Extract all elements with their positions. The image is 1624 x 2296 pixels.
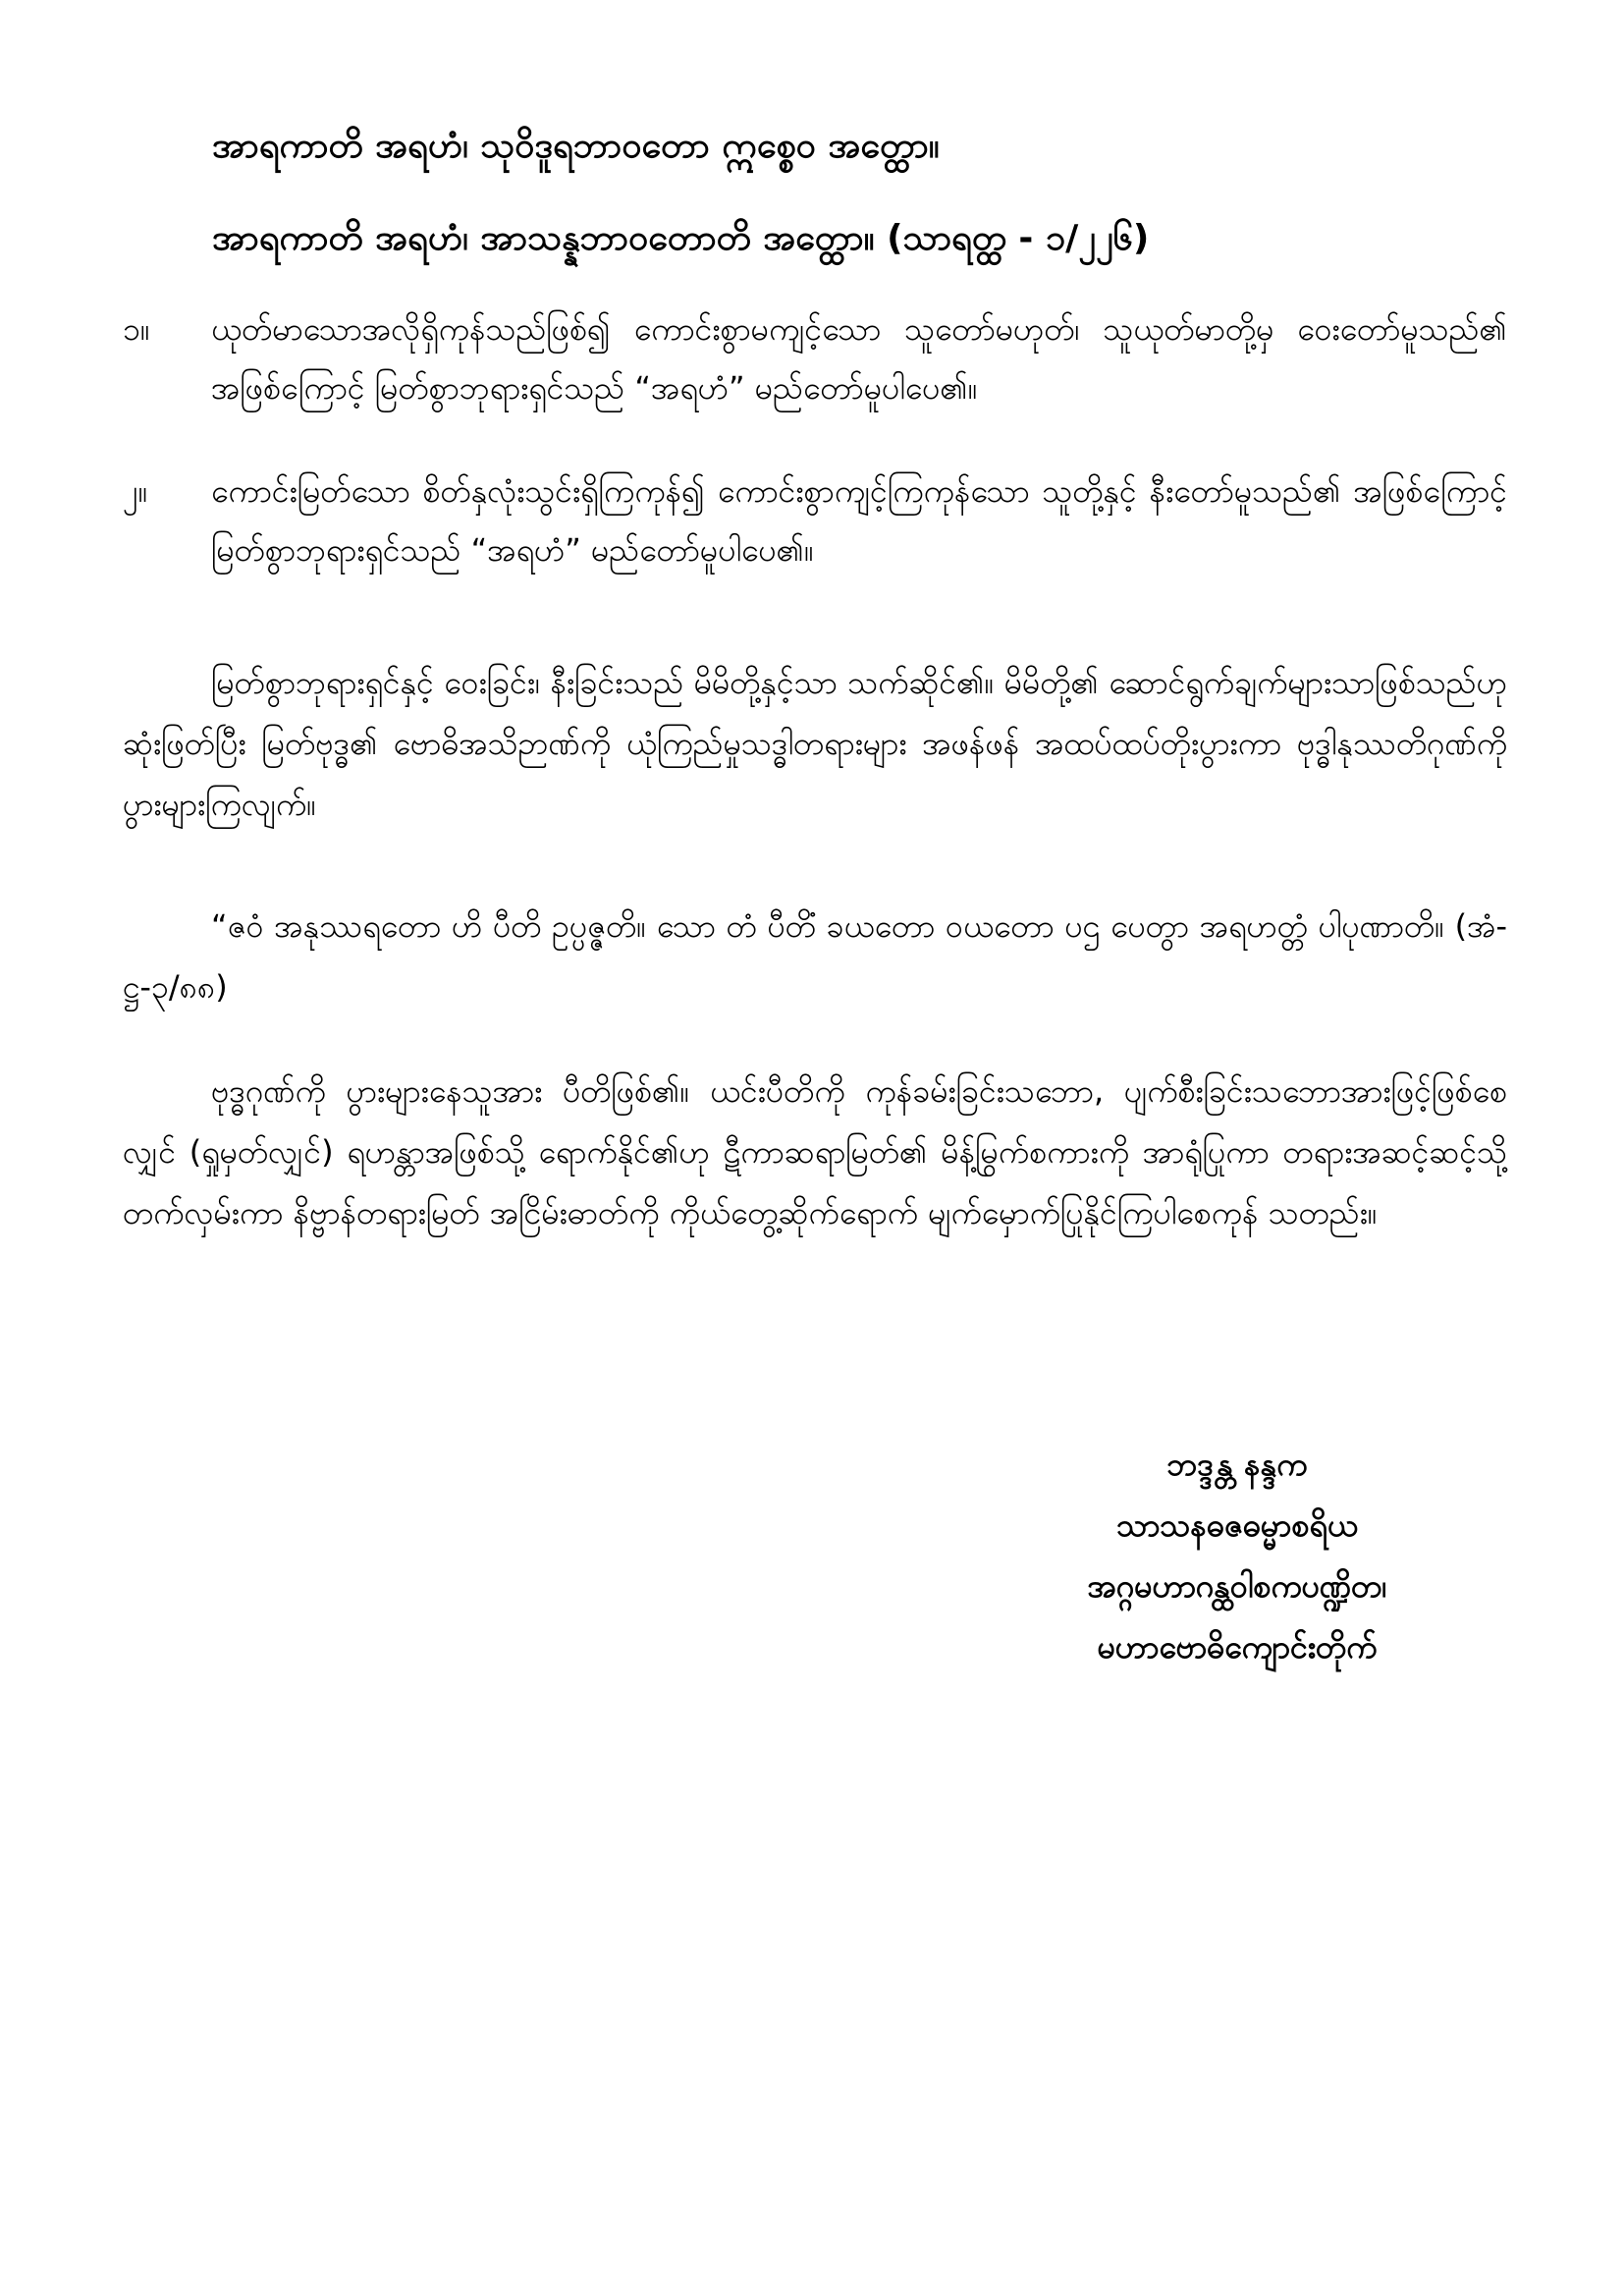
signature-block <box>1001 1434 1473 1677</box>
body-paragraph-1: မြတ်စွာဘုရားရှင်နှင့် ဝေးခြင်း၊ နီးခြင်းသည် မိမိတို့နှင့်သာ သက်ဆိုင်၏။ မိမိတို့၏ ဆောင်ရွက်ချက်များသာဖြစ်သည်ဟု ဆုံးဖြတ်ပြီး မြတ်ဗုဒ္ဓ၏ ဗောဓိအသိဉာဏ်ကို ယုံကြည်မှုသဒ္ဓါတရားများ အဖန်ဖန် အထပ်ထပ်တိုးပွားကာ ဗုဒ္ဓါနုဿတိဂုဏ်ကို ပွားများကြလျက်။ <box>123 664 1507 823</box>
item-number-1: ၁။ <box>123 310 150 348</box>
item-text-2: ကောင်းမြတ်သော စိတ်နှလုံးသွင်းရှိကြကုန်၍ ကောင်းစွာကျင့်ကြကုန်သော သူတို့နှင့် နီးတော်မူသည်၏ အဖြစ်ကြောင့် မြတ်စွာဘုရားရှင်သည် “အရဟံ” မည်တော်မူပါပေ၏။ <box>211 472 1507 569</box>
signature-title-2: အဂ္ဂမဟာဂန္ထဝါစကပဏ္ဍိတ၊ <box>1087 1567 1387 1605</box>
numbered-item-2 <box>123 462 1507 579</box>
item-number-2: ၂။ <box>123 472 148 510</box>
heading-line-1: အာရကာတိ အရဟံ၊ သုဝိဒူရဘာဝတော ဣစ္စေဝ အတ္ထော။ <box>212 126 940 166</box>
numbered-item-1 <box>123 300 1507 417</box>
body-paragraph-3: ဗုဒ္ဓဂုဏ်ကို ပွားများနေသူအား ပီတိဖြစ်၏။ ယင်းပီတိကို ကုန်ခမ်းခြင်းသဘော, ပျက်စီးခြင်းသဘောအားဖြင့်ဖြစ်စေလျှင် (ရှုမှတ်လျှင်) ရဟန္တာအဖြစ်သို့ ရောက်နိုင်၏ဟု ဋီကာဆရာမြတ်၏ မိန့်မြွက်စကားကို အာရုံပြုကာ တရားအဆင့်ဆင့်သို့ တက်လှမ်းကာ နိဗ္ဗာန်တရားမြတ် အငြိမ်းဓာတ်ကို ကိုယ်တွေ့ဆိုက်ရောက် မျက်မှောက်ပြုနိုင်ကြပါစေကုန် သတည်း။ <box>123 1072 1507 1231</box>
signature-monastery: မဟာဗောဓိကျောင်းတိုက် <box>1097 1628 1378 1666</box>
quote-paragraph: “ဇဝံ အနုဿရတော ဟိ ပီတိ ဥပ္ပဇ္ဇတိ။ သော တံ ပီတိံ ခယတော ဝယတော ပဌ ပေတွာ အရဟတ္တံ ပါပုဏာတိ။ (အံ-ဋ္ဌ-၃/၈၈) <box>123 907 1508 1006</box>
heading-line-2: အာရကာတိ အရဟံ၊ အာသန္နဘာဝတောတိ အတ္ထော။ (သာရတ္ထ - ၁/၂၂၆) <box>212 218 1150 258</box>
signature-name: ဘဒ္ဒန္တ နန္ဒက <box>1166 1446 1308 1483</box>
signature-title-1: သာသနဓဇဓမ္မာစရိယ <box>1116 1506 1358 1544</box>
item-text-1: ယုတ်မာသောအလိုရှိကုန်သည်ဖြစ်၍ ကောင်းစွာမကျင့်သော သူတော်မဟုတ်၊ သူယုတ်မာတို့မှ ဝေးတော်မူသည်၏ အဖြစ်ကြောင့် မြတ်စွာဘုရားရှင်သည် “အရဟံ” မည်တော်မူပါပေ၏။ <box>211 310 1507 407</box>
